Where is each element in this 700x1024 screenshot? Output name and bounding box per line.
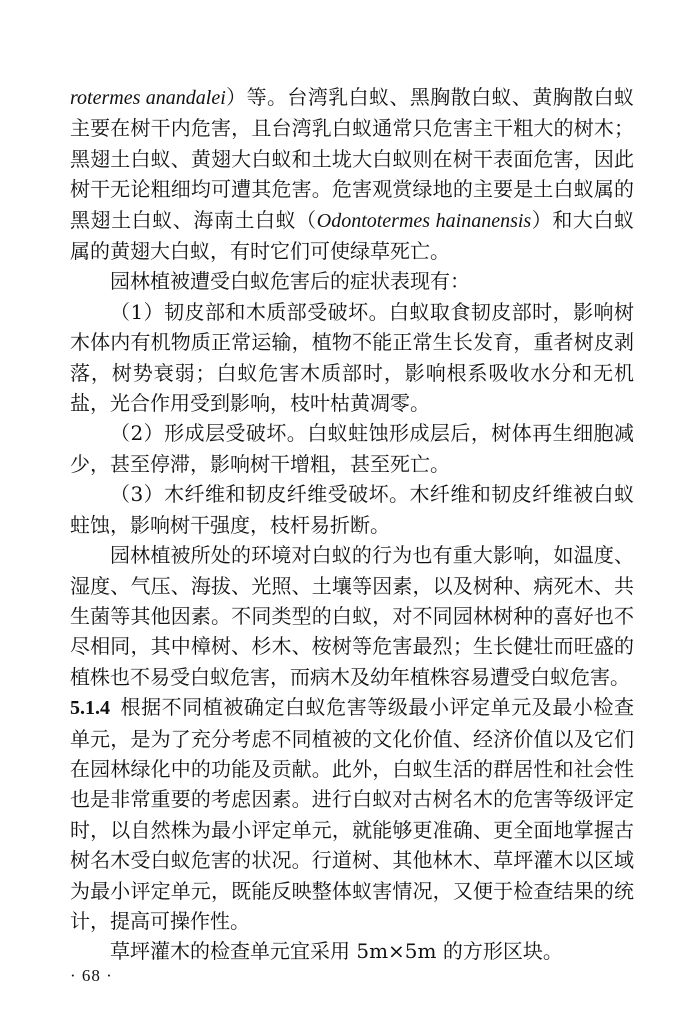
paragraph-environment: 园林植被所处的环境对白蚁的行为也有重大影响，如温度、湿度、气压、海拔、光照、土壤等因素，以及树种、病死木、共生菌等其他因素。不同类型的白蚁，对不同园林树种的喜好也不尽相同，其中樟树、杉木、桉树等危害最烈；生长健壮而旺盛的植株也不易受白蚁危害，而病木及幼年植株容易遭受白蚁危害。 [70,543,634,689]
paragraph-section-5-1-4 [70,692,634,936]
section-number: 5.1.4 [70,697,110,720]
paragraph-inspection-unit: 草坪灌木的检查单元宜采用 5m×5m 的方形区块。 [110,939,563,964]
paragraph-text: 根据不同植被确定白蚁危害等级最小评定单元及最小检查单元，是为了充分考虑不同植被的文化价值、经济价值以及它们在园林绿化中的功能及贡献。此外，白蚁生活的群居性和社会性也是非常重要的考虑因素。进行白蚁对古树名木的危害等级评定时，以自然株为最小评定单元，就能够更准确、更全面地掌握古树名木受白蚁危害的状况。行道树、其他林木、草坪灌木以区域为最小评定单元，既能反映整体蚁害情况，又便于检查结果的统计，提高可操作性。 [70,695,634,933]
paragraph-symptom-1: （1）韧皮部和木质部受破坏。白蚁取食韧皮部时，影响树木体内有机物质正常运输，植物不能正常生长发育，重者树皮剥落，树势衰弱；白蚁危害木质部时，影响根系吸收水分和无机盐，光合作用受到影响，枝叶枯黄凋零。 [70,299,634,416]
paragraph-symptom-2: （2）形成层受破坏。白蚁蛀蚀形成层后，树体再生细胞减少，甚至停滞，影响树干增粗，甚至死亡。 [70,421,634,476]
latin-species-name: rotermes anandalei [70,87,226,109]
paragraph-symptoms-intro: 园林植被遭受白蚁危害后的症状表现有： [110,269,470,294]
document-page [70,82,634,967]
paragraph-symptom-3: （3）木纤维和韧皮纤维受破坏。木纤维和韧皮纤维被白蚁蛀蚀，影响树干强度，枝杆易折断。 [70,482,634,537]
paragraph-text: ）等。台湾乳白蚁、黑胸散白蚁、黄胸散白蚁主要在树干内危害，且台湾乳白蚁通常只危害主干粗大的树木；黑翅土白蚁、黄翅大白蚁和土垅大白蚁则在树干表面危害，因此树干无论粗细均可遭其危害。危害观赏绿地的主要是土白蚁属的黑翅土白蚁、海南土白蚁（ [70,85,634,232]
page-number: · 68 · [70,966,113,985]
paragraph-species-damage [70,82,634,266]
latin-species-name: Odontotermes hainanensis [316,209,532,232]
paragraph-text: ）和大白蚁属的黄翅大白蚁，有时它们可使绿草死亡。 [70,207,635,264]
